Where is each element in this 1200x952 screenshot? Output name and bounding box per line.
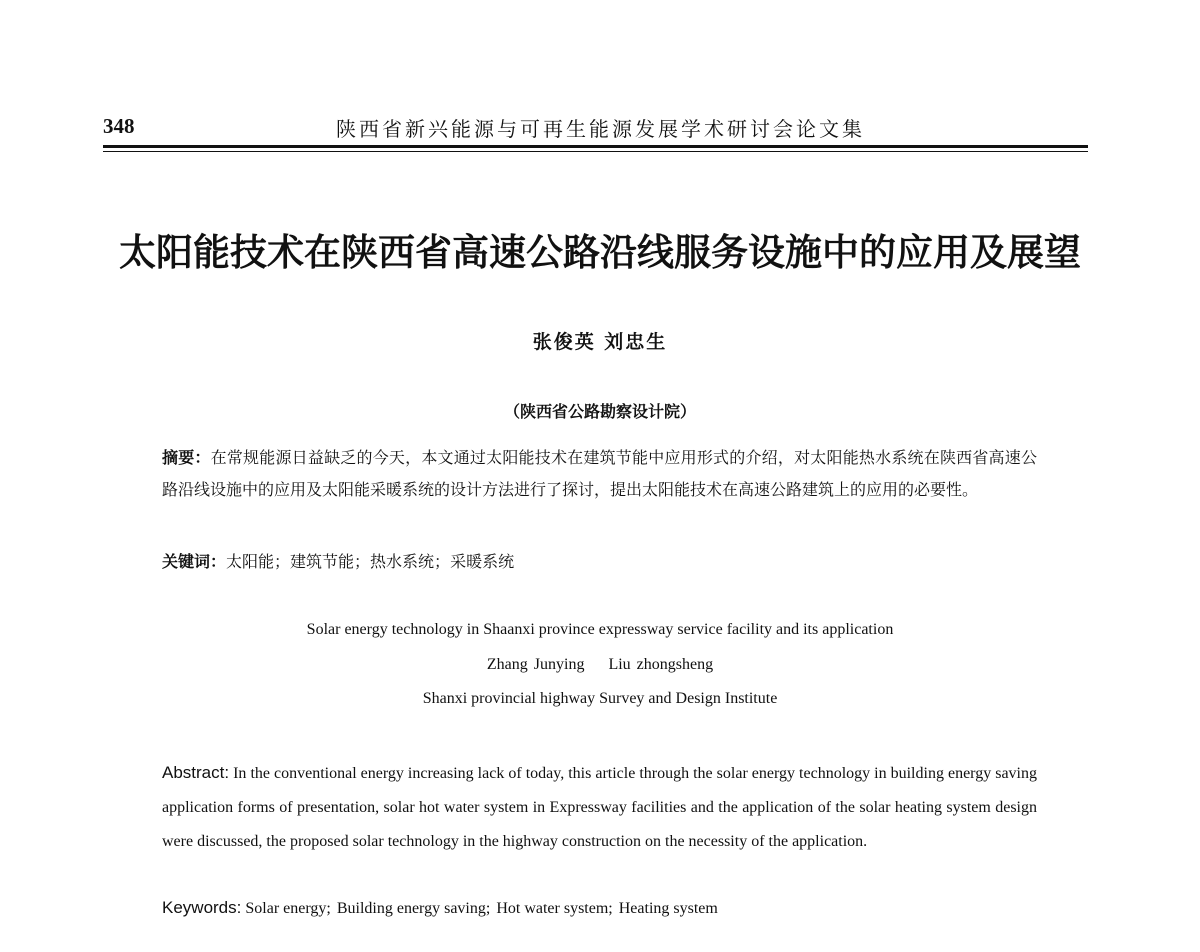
keywords-en [162,894,1037,923]
keyword-en-item: Hot water system; [496,900,613,917]
abstract-cn [162,442,1037,506]
keyword-cn-item: 采暖系统 [450,552,515,571]
affiliation-cn: （陕西省公路勘察设计院） [503,402,696,421]
affiliation-en: Shanxi provincial highway Survey and Design Institute [422,690,778,707]
abstract-en [162,756,1037,859]
keyword-en-item: Solar energy; [245,900,331,917]
page-number: 348 [103,114,135,138]
keyword-cn-item: 建筑节能； [290,552,371,571]
authors-en: Zhang Junying Liu zhongsheng [486,656,714,673]
authors-cn: 张俊英 刘忠生 [532,331,668,353]
keywords-en-label: Keywords: [162,898,242,917]
abstract-cn-label: 摘要： [162,448,211,467]
keyword-en-item: Heating system [618,900,718,917]
keyword-en-item: Building energy saving; [336,900,491,917]
paper-title-cn: 太阳能技术在陕西省高速公路沿线服务设施中的应用及展望 [119,230,1081,274]
keywords-cn-label: 关键词： [162,552,227,571]
running-header [103,110,1088,144]
keywords-cn [162,548,1037,576]
header-rule-thin [103,151,1088,152]
abstract-en-text: In the conventional energy increasing lack of today, this article through the solar energy technology in building energy saving application forms of presentation, solar hot water system in Expressway facilities and the application of the solar heating system design were discussed, the proposed solar technology in the highway construction on the necessity of the application. [162,765,1037,850]
abstract-en-label: Abstract: [162,763,230,782]
header-rule-thick [103,145,1088,148]
paper-title-en: Solar energy technology in Shaanxi province expressway service facility and its application [306,621,894,638]
abstract-cn-text: 在常规能源日益缺乏的今天，本文通过太阳能技术在建筑节能中应用形式的介绍，对太阳能热水系统在陕西省高速公路沿线设施中的应用及太阳能采暖系统的设计方法进行了探讨，提出太阳能技术在高速公路建筑上的应用的必要性。 [162,448,1037,499]
keyword-cn-item: 热水系统； [370,552,451,571]
keyword-cn-item: 太阳能； [226,552,291,571]
journal-title: 陕西省新兴能源与可再生能源发展学术研讨会论文集 [336,117,865,141]
